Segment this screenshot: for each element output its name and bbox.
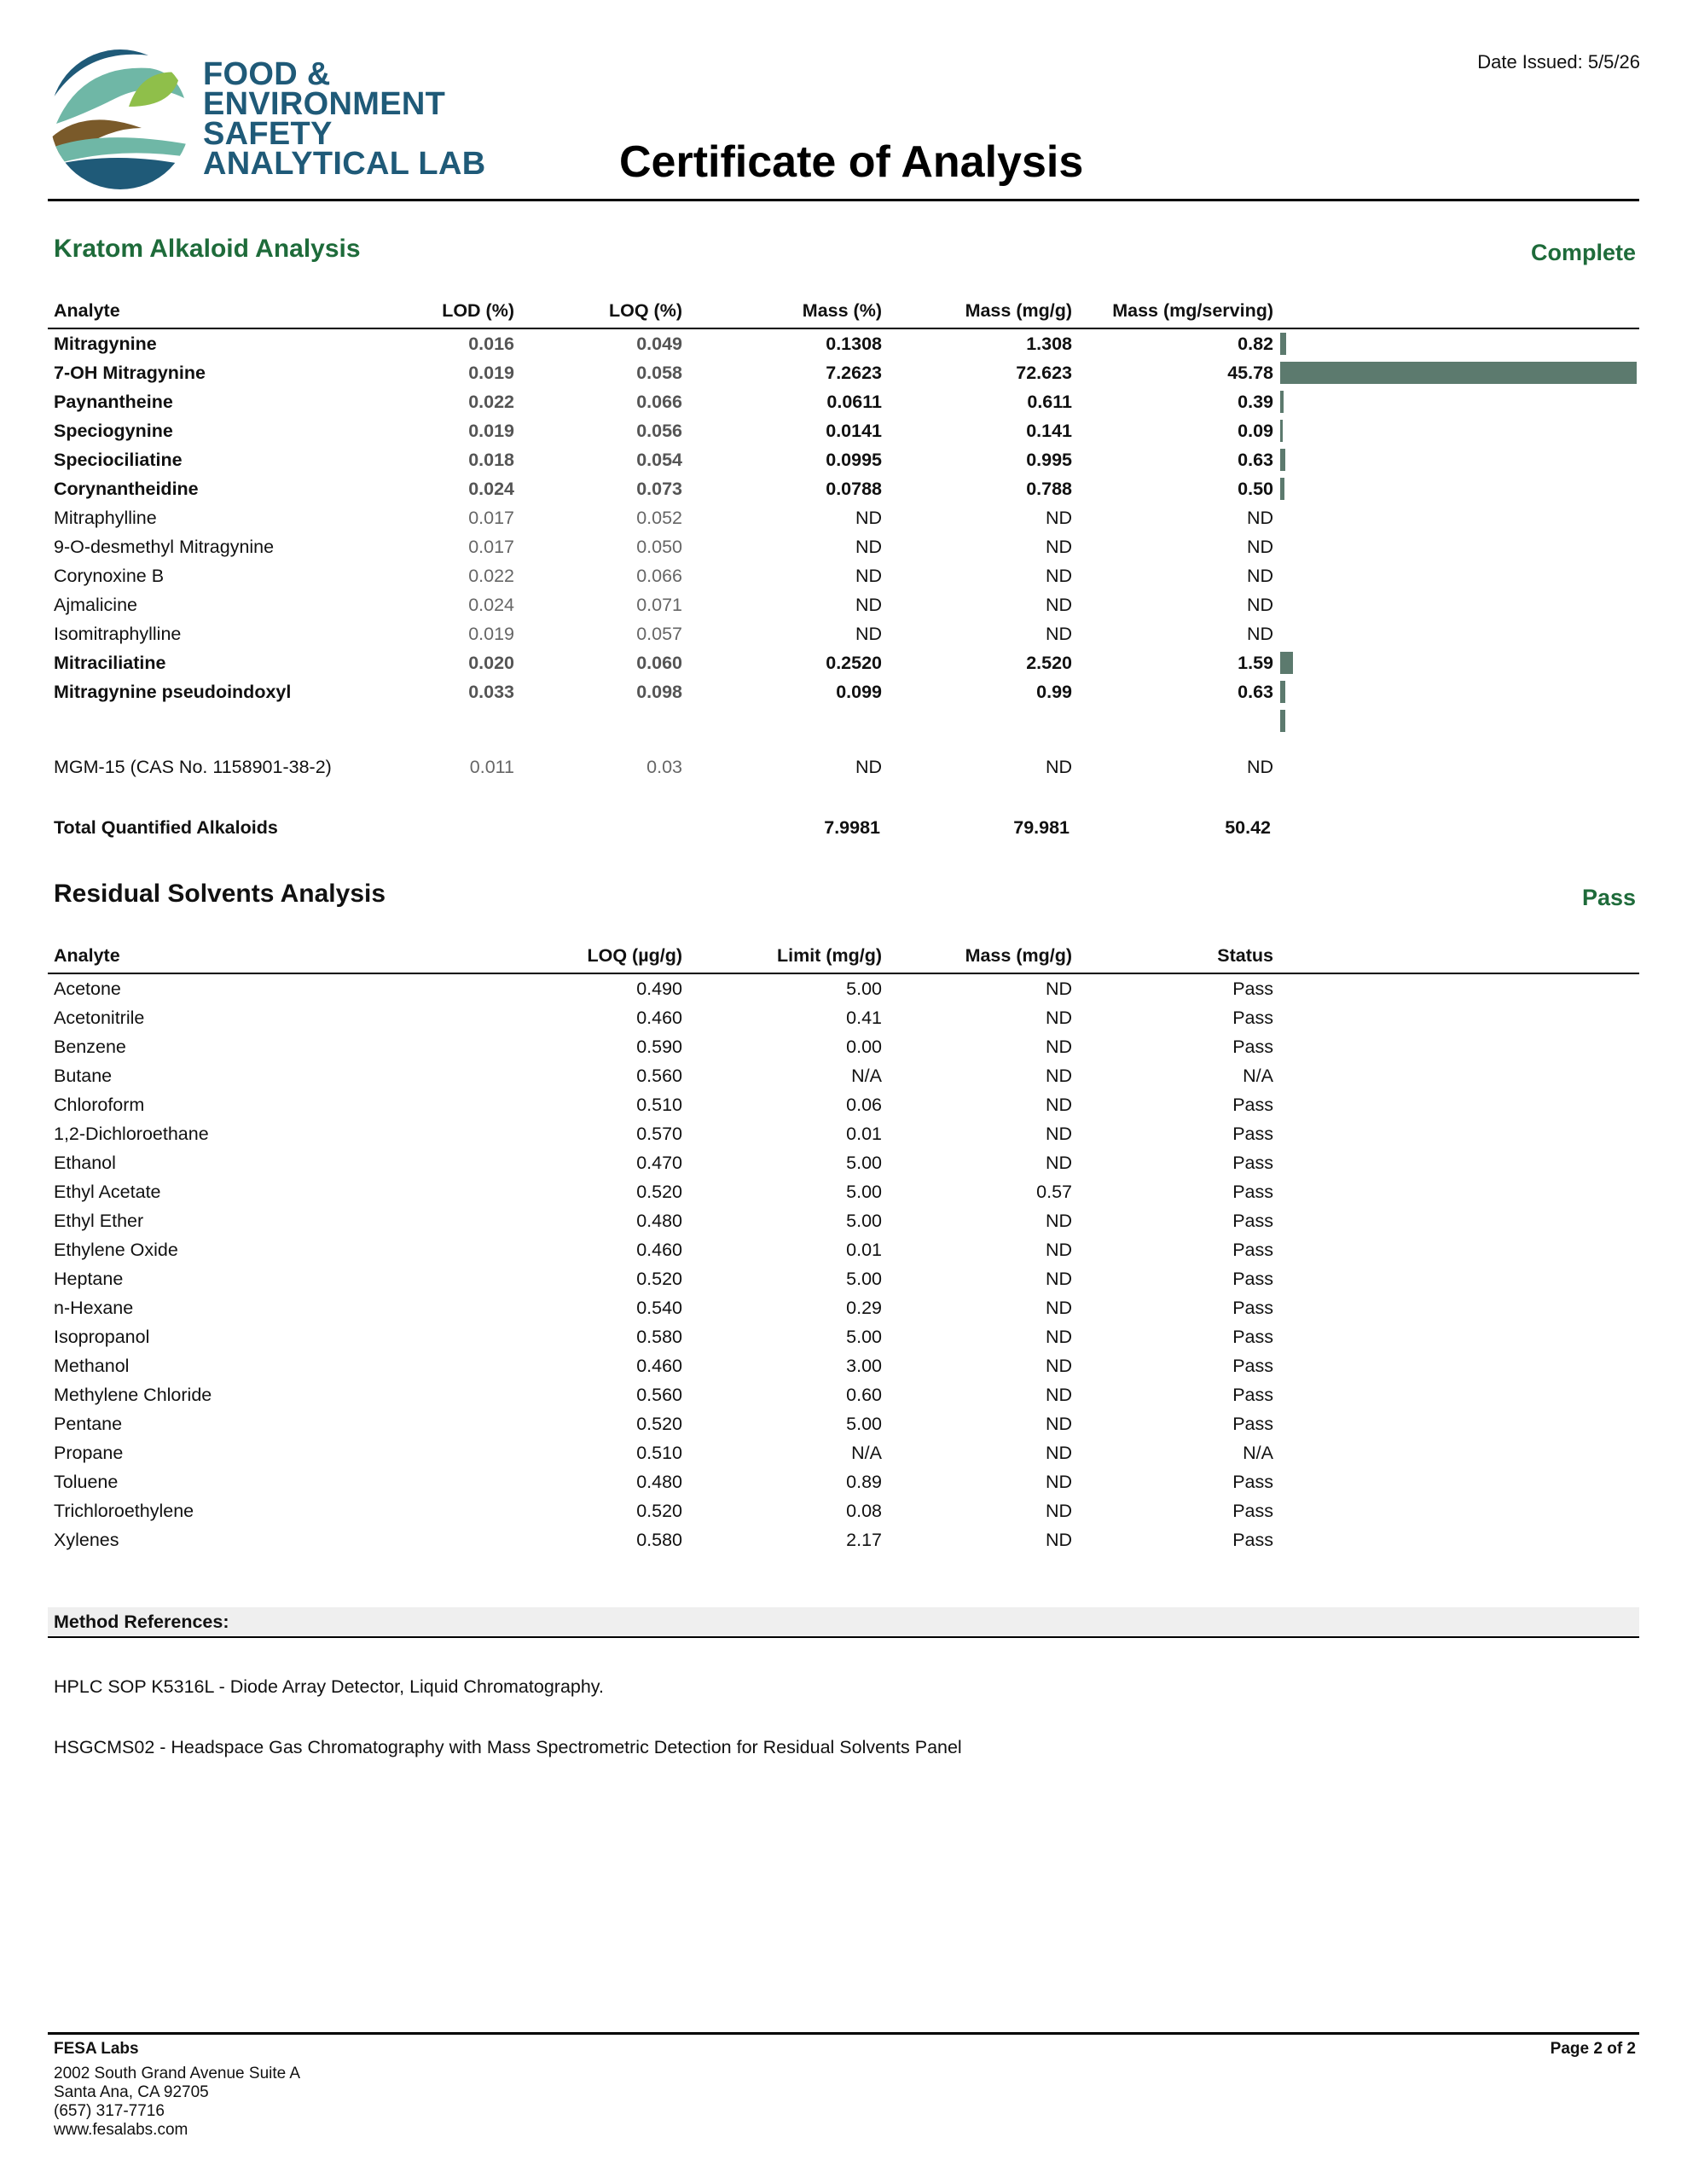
mass-pct-value: ND — [855, 508, 882, 528]
lod-value: 0.011 — [469, 757, 514, 777]
address-line: Santa Ana, CA 92705 — [54, 2083, 209, 2101]
table-row — [48, 1467, 1639, 1496]
loq-value: 0.590 — [636, 1037, 682, 1057]
status-value: Pass — [1232, 1095, 1273, 1115]
analyte-name: 7-OH Mitragynine — [54, 363, 206, 383]
col-header-mass-mgg: Mass (mg/g) — [965, 300, 1072, 321]
mass-value: ND — [1045, 1501, 1072, 1521]
solvents-section-title: Residual Solvents Analysis — [54, 880, 386, 908]
mass-mgg-value: 0.99 — [1036, 682, 1072, 702]
loq-value: 0.066 — [636, 566, 682, 586]
mass-value: ND — [1045, 1240, 1072, 1260]
mass-bar — [1280, 333, 1286, 355]
logo-line: FOOD & — [203, 56, 331, 92]
mass-mgg-value: ND — [1045, 537, 1072, 557]
mass-value: ND — [1045, 1153, 1072, 1173]
footer-address — [54, 2065, 300, 2140]
mass-mgg-value: 0.611 — [1027, 392, 1072, 412]
logo-wordmark — [203, 56, 486, 182]
total-label: Total Quantified Alkaloids — [54, 817, 278, 838]
loq-value: 0.066 — [636, 392, 682, 412]
lod-value: 0.024 — [468, 595, 514, 615]
mass-mgg-value: 0.788 — [1026, 479, 1072, 499]
analyte-name: Methylene Chloride — [54, 1385, 212, 1405]
limit-value: N/A — [851, 1443, 882, 1463]
mass-bar — [1280, 420, 1283, 442]
table-row — [48, 648, 1639, 677]
mass-pct-value: 0.099 — [836, 682, 882, 702]
limit-value: 0.89 — [846, 1472, 882, 1492]
status-value: Pass — [1232, 1240, 1273, 1260]
logo-line: SAFETY — [203, 116, 333, 152]
status-value: Pass — [1232, 979, 1273, 999]
limit-value: 5.00 — [846, 1182, 882, 1202]
loq-value: 0.580 — [636, 1530, 682, 1550]
table-row — [48, 1003, 1639, 1032]
analyte-name: 1,2-Dichloroethane — [54, 1124, 209, 1144]
status-value: Pass — [1232, 1037, 1273, 1057]
table-row — [48, 677, 1639, 706]
loq-value: 0.490 — [636, 979, 682, 999]
limit-value: 5.00 — [846, 1414, 882, 1434]
mgm15-row-wrap — [48, 752, 1639, 781]
mass-mgg-value: ND — [1045, 508, 1072, 528]
col-header-analyte: Analyte — [54, 945, 120, 966]
limit-value: 5.00 — [846, 1211, 882, 1231]
solvents-table-body — [48, 974, 1639, 1554]
table-row — [48, 358, 1639, 387]
mass-value: ND — [1045, 1008, 1072, 1028]
limit-value: 3.00 — [846, 1356, 882, 1376]
table-row — [48, 974, 1639, 1003]
mass-serving-value: 1.59 — [1238, 653, 1273, 673]
limit-value: 0.06 — [846, 1095, 882, 1115]
loq-value: 0.520 — [636, 1414, 682, 1434]
limit-value: N/A — [851, 1066, 882, 1086]
table-row — [48, 590, 1639, 619]
address-line: (657) 317-7716 — [54, 2102, 165, 2120]
method-references-label: Method References: — [54, 1612, 229, 1632]
mass-serving-value: ND — [1246, 595, 1273, 615]
analyte-name: Speciociliatine — [54, 450, 183, 470]
fesa-logo-icon — [48, 47, 193, 192]
mass-mgg-value: 2.520 — [1026, 653, 1072, 673]
mass-pct-value: 0.0141 — [826, 421, 882, 441]
mass-pct-value: ND — [855, 537, 882, 557]
kratom-table-body — [48, 329, 1639, 735]
website-link[interactable]: www.fesalabs.com — [54, 2121, 188, 2139]
status-value: Pass — [1232, 1530, 1273, 1550]
mass-value: ND — [1045, 1385, 1072, 1405]
table-row — [48, 752, 1639, 781]
analyte-name: Xylenes — [54, 1530, 119, 1550]
table-row — [48, 706, 1639, 735]
mass-mgg-value: 1.308 — [1026, 334, 1072, 354]
lod-value: 0.017 — [468, 508, 514, 528]
status-value: Pass — [1232, 1385, 1273, 1405]
lod-value: 0.019 — [468, 363, 514, 383]
mass-serving-value: 0.63 — [1238, 682, 1273, 702]
limit-value: 0.60 — [846, 1385, 882, 1405]
analyte-name: Chloroform — [54, 1095, 145, 1115]
status-value: Pass — [1232, 1211, 1273, 1231]
status-value: Pass — [1232, 1153, 1273, 1173]
loq-value: 0.510 — [636, 1095, 682, 1115]
mass-value: ND — [1045, 1443, 1072, 1463]
limit-value: 0.01 — [846, 1124, 882, 1144]
loq-value: 0.054 — [636, 450, 682, 470]
total-mass-pct: 7.9981 — [824, 817, 880, 838]
mass-serving-value: ND — [1246, 757, 1273, 777]
mass-serving-value: 0.50 — [1238, 479, 1273, 499]
analyte-name: Acetonitrile — [54, 1008, 145, 1028]
method-reference-item: HPLC SOP K5316L - Diode Array Detector, Liquid Chromatography. — [54, 1676, 604, 1697]
table-row — [48, 1293, 1639, 1322]
table-row — [48, 1380, 1639, 1409]
analyte-name: Mitraciliatine — [54, 653, 166, 673]
table-row — [48, 561, 1639, 590]
mass-serving-value: 0.09 — [1238, 421, 1273, 441]
loq-value: 0.510 — [636, 1443, 682, 1463]
mass-serving-value: 0.82 — [1238, 334, 1273, 354]
mass-value: ND — [1045, 1066, 1072, 1086]
col-header-lod: LOD (%) — [442, 300, 514, 321]
solvents-table — [48, 942, 1639, 1554]
total-mass-serving: 50.42 — [1225, 817, 1271, 838]
analyte-name: Ajmalicine — [54, 595, 137, 615]
status-value: Pass — [1232, 1008, 1273, 1028]
table-row — [48, 1322, 1639, 1351]
mass-bar — [1280, 681, 1285, 703]
date-issued: Date Issued: 5/5/26 — [1477, 51, 1640, 73]
col-header-mass-pct: Mass (%) — [802, 300, 882, 321]
table-row — [48, 416, 1639, 445]
mass-mgg-value: ND — [1045, 757, 1072, 777]
analyte-name: Methanol — [54, 1356, 130, 1376]
mass-pct-value: 7.2623 — [826, 363, 882, 383]
col-header-mass: Mass (mg/g) — [965, 945, 1072, 966]
kratom-table — [48, 297, 1639, 735]
table-row — [48, 329, 1639, 358]
table-row — [48, 1119, 1639, 1148]
analyte-name: Heptane — [54, 1269, 124, 1289]
status-value: Pass — [1232, 1298, 1273, 1318]
lod-value: 0.020 — [468, 653, 514, 673]
status-value: Pass — [1232, 1327, 1273, 1347]
analyte-name: Mitraphylline — [54, 508, 157, 528]
mass-pct-value: 0.0611 — [826, 392, 882, 412]
loq-value: 0.540 — [636, 1298, 682, 1318]
solvents-table-header — [48, 942, 1639, 974]
analyte-name: Corynantheidine — [54, 479, 199, 499]
loq-value: 0.050 — [636, 537, 682, 557]
table-row — [48, 387, 1639, 416]
analyte-name: Mitragynine — [54, 334, 157, 354]
table-row — [48, 619, 1639, 648]
table-row — [48, 1264, 1639, 1293]
mass-serving-value: 0.63 — [1238, 450, 1273, 470]
mass-mgg-value: 72.623 — [1016, 363, 1072, 383]
method-references-header — [48, 1607, 1639, 1638]
analyte-name: Ethylene Oxide — [54, 1240, 178, 1260]
loq-value: 0.060 — [636, 653, 682, 673]
col-header-limit: Limit (mg/g) — [776, 945, 882, 966]
analyte-name: Speciogynine — [54, 421, 173, 441]
analyte-name: Butane — [54, 1066, 113, 1086]
loq-value: 0.057 — [636, 624, 682, 644]
status-value: Pass — [1232, 1269, 1273, 1289]
footer-divider — [48, 2032, 1639, 2035]
loq-value: 0.570 — [636, 1124, 682, 1144]
lod-value: 0.017 — [468, 537, 514, 557]
mass-pct-value: 0.1308 — [826, 334, 882, 354]
table-row — [48, 1351, 1639, 1380]
analyte-name: Trichloroethylene — [54, 1501, 194, 1521]
table-row — [48, 1148, 1639, 1177]
loq-value: 0.073 — [636, 479, 682, 499]
analyte-name: Pentane — [54, 1414, 123, 1434]
loq-value: 0.460 — [636, 1356, 682, 1376]
loq-value: 0.460 — [636, 1240, 682, 1260]
table-row — [48, 503, 1639, 532]
table-row — [48, 474, 1639, 503]
analyte-name: Paynantheine — [54, 392, 173, 412]
analyte-name: Mitragynine pseudoindoxyl — [54, 682, 292, 702]
address-line: 2002 South Grand Avenue Suite A — [54, 2065, 301, 2082]
status-value: Pass — [1232, 1182, 1273, 1202]
mass-pct-value: 0.0995 — [826, 450, 882, 470]
table-row — [48, 1206, 1639, 1235]
method-reference-item: HSGCMS02 - Headspace Gas Chromatography with Mass Spectrometric Detection for Residual Solvents Panel — [54, 1737, 962, 1757]
loq-value: 0.520 — [636, 1269, 682, 1289]
mass-pct-value: ND — [855, 624, 882, 644]
loq-value: 0.470 — [636, 1153, 682, 1173]
page-title: Certificate of Analysis — [619, 137, 1084, 187]
status-value: Pass — [1232, 1501, 1273, 1521]
loq-value: 0.480 — [636, 1211, 682, 1231]
analyte-name: Ethanol — [54, 1153, 116, 1173]
limit-value: 0.29 — [846, 1298, 882, 1318]
loq-value: 0.049 — [636, 334, 682, 354]
limit-value: 5.00 — [846, 1153, 882, 1173]
status-value: Pass — [1232, 1414, 1273, 1434]
analyte-name: n-Hexane — [54, 1298, 134, 1318]
mass-serving-value: ND — [1246, 537, 1273, 557]
mass-value: ND — [1045, 1356, 1072, 1376]
loq-value: 0.098 — [636, 682, 682, 702]
loq-value: 0.480 — [636, 1472, 682, 1492]
status-value: N/A — [1243, 1443, 1273, 1463]
table-row — [48, 1525, 1639, 1554]
loq-value: 0.560 — [636, 1385, 682, 1405]
mass-serving-value: 0.39 — [1238, 392, 1273, 412]
mass-bar — [1280, 391, 1284, 413]
mass-mgg-value: ND — [1045, 624, 1072, 644]
lod-value: 0.016 — [468, 334, 514, 354]
loq-value: 0.052 — [636, 508, 682, 528]
mass-serving-value: ND — [1246, 624, 1273, 644]
limit-value: 0.41 — [846, 1008, 882, 1028]
status-value: Pass — [1232, 1472, 1273, 1492]
status-value: Pass — [1232, 1124, 1273, 1144]
table-row — [48, 1409, 1639, 1438]
mass-serving-value: ND — [1246, 508, 1273, 528]
mass-bar — [1280, 710, 1285, 732]
mass-pct-value: ND — [855, 595, 882, 615]
loq-value: 0.520 — [636, 1182, 682, 1202]
logo-line: ANALYTICAL LAB — [203, 146, 486, 182]
table-row — [48, 1090, 1639, 1119]
loq-value: 0.056 — [636, 421, 682, 441]
loq-value: 0.460 — [636, 1008, 682, 1028]
limit-value: 5.00 — [846, 1327, 882, 1347]
loq-value: 0.580 — [636, 1327, 682, 1347]
mass-bar — [1280, 478, 1284, 500]
analyte-name: 9-O-desmethyl Mitragynine — [54, 537, 275, 557]
table-row — [48, 1235, 1639, 1264]
status-value: N/A — [1243, 1066, 1273, 1086]
total-row — [48, 813, 1639, 842]
kratom-section-title: Kratom Alkaloid Analysis — [54, 235, 361, 263]
mass-pct-value: ND — [855, 566, 882, 586]
mass-bar — [1280, 652, 1293, 674]
lod-value: 0.019 — [468, 624, 514, 644]
loq-value: 0.03 — [646, 757, 682, 777]
total-row-wrap — [48, 813, 1639, 842]
loq-value: 0.071 — [636, 595, 682, 615]
table-row — [48, 532, 1639, 561]
analyte-name: Acetone — [54, 979, 121, 999]
mass-value: ND — [1045, 1414, 1072, 1434]
solvents-status-badge: Pass — [1581, 885, 1636, 910]
analyte-name: Benzene — [54, 1037, 126, 1057]
logo-line: ENVIRONMENT — [203, 86, 446, 122]
mass-bar — [1280, 449, 1285, 471]
mass-serving-value: ND — [1246, 566, 1273, 586]
mass-value: ND — [1045, 1211, 1072, 1231]
lod-value: 0.022 — [468, 566, 514, 586]
footer-company: FESA Labs — [54, 2040, 139, 2058]
mass-mgg-value: 0.995 — [1026, 450, 1072, 470]
kratom-status-badge: Complete — [1530, 240, 1636, 265]
mass-mgg-value: ND — [1045, 566, 1072, 586]
header-divider — [48, 199, 1639, 201]
mass-value: ND — [1045, 1037, 1072, 1057]
lod-value: 0.024 — [468, 479, 514, 499]
table-row — [48, 445, 1639, 474]
loq-value: 0.520 — [636, 1501, 682, 1521]
analyte-name: Propane — [54, 1443, 124, 1463]
analyte-name: Toluene — [54, 1472, 119, 1492]
analyte-name: Corynoxine B — [54, 566, 165, 586]
lod-value: 0.018 — [468, 450, 514, 470]
page-number: Page 2 of 2 — [1550, 2040, 1636, 2058]
mass-value: ND — [1045, 979, 1072, 999]
total-mass-mgg: 79.981 — [1013, 817, 1070, 838]
limit-value: 5.00 — [846, 979, 882, 999]
analyte-name: Isopropanol — [54, 1327, 150, 1347]
mass-value: ND — [1045, 1327, 1072, 1347]
table-row — [48, 1496, 1639, 1525]
mass-bar — [1280, 362, 1637, 384]
mass-value: ND — [1045, 1124, 1072, 1144]
mass-value: ND — [1045, 1298, 1072, 1318]
mass-value: 0.57 — [1036, 1182, 1072, 1202]
mass-pct-value: 0.0788 — [826, 479, 882, 499]
table-row — [48, 1438, 1639, 1467]
limit-value: 2.17 — [846, 1530, 882, 1550]
status-value: Pass — [1232, 1356, 1273, 1376]
mass-value: ND — [1045, 1472, 1072, 1492]
mass-serving-value: 45.78 — [1227, 363, 1273, 383]
mass-value: ND — [1045, 1530, 1072, 1550]
col-header-loq: LOQ (µg/g) — [587, 945, 682, 966]
table-row — [48, 1061, 1639, 1090]
lod-value: 0.019 — [468, 421, 514, 441]
loq-value: 0.560 — [636, 1066, 682, 1086]
limit-value: 0.08 — [846, 1501, 882, 1521]
analyte-name: MGM-15 (CAS No. 1158901-38-2) — [54, 757, 332, 777]
col-header-analyte: Analyte — [54, 300, 120, 321]
mass-pct-value: ND — [855, 757, 882, 777]
col-header-loq: LOQ (%) — [609, 300, 682, 321]
kratom-table-header — [48, 297, 1639, 329]
analyte-name: Ethyl Ether — [54, 1211, 144, 1231]
limit-value: 5.00 — [846, 1269, 882, 1289]
lod-value: 0.033 — [468, 682, 514, 702]
mass-pct-value: 0.2520 — [826, 653, 882, 673]
mass-value: ND — [1045, 1095, 1072, 1115]
col-header-mass-serving: Mass (mg/serving) — [1112, 300, 1273, 321]
col-header-status: Status — [1217, 945, 1273, 966]
analyte-name: Isomitraphylline — [54, 624, 182, 644]
loq-value: 0.058 — [636, 363, 682, 383]
mass-mgg-value: 0.141 — [1026, 421, 1072, 441]
mass-mgg-value: ND — [1045, 595, 1072, 615]
analyte-name: Ethyl Acetate — [54, 1182, 161, 1202]
lod-value: 0.022 — [468, 392, 514, 412]
limit-value: 0.01 — [846, 1240, 882, 1260]
table-row — [48, 1177, 1639, 1206]
table-row — [48, 1032, 1639, 1061]
limit-value: 0.00 — [846, 1037, 882, 1057]
mass-value: ND — [1045, 1269, 1072, 1289]
